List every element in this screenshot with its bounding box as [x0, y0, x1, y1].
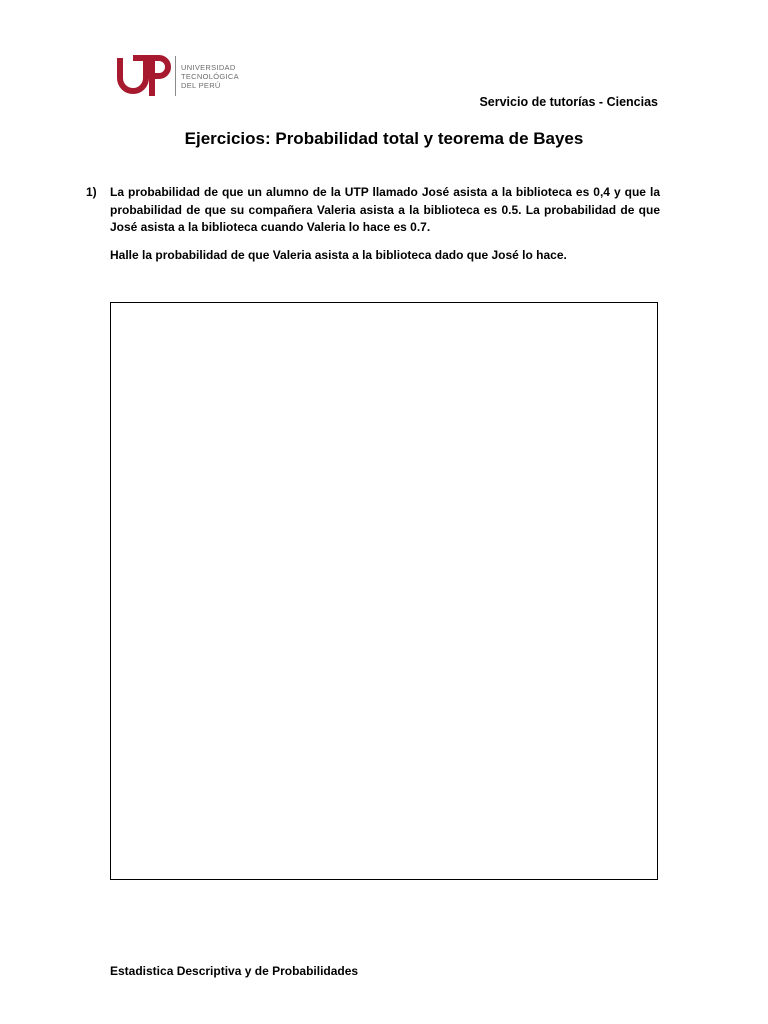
- utp-logo-icon: [117, 54, 171, 98]
- answer-box: [110, 302, 658, 880]
- utp-logo: [117, 54, 239, 98]
- university-name-line-2: TECNOLÓGICA: [181, 71, 239, 81]
- university-name-line-3: DEL PERÚ: [181, 80, 221, 90]
- university-name: [181, 63, 239, 90]
- university-name-line-1: UNIVERSIDAD: [181, 62, 236, 72]
- logo-divider: [175, 56, 176, 96]
- footer-course: Estadistica Descriptiva y de Probabilidades: [110, 964, 359, 978]
- exercise-1: [86, 184, 660, 264]
- service-header: Servicio de tutorías - Ciencias: [479, 95, 658, 109]
- page-title: Ejercicios: Probabilidad total y teorema de Bayes: [184, 129, 584, 148]
- exercise-statement: La probabilidad de que un alumno de la UTP llamado José asista a la biblioteca es 0,4 y que la probabilidad de que su compañera Valeria asista a la biblioteca es 0.5. La probabilidad de que José asista a la biblioteca cuando Valeria lo hace es 0.7.: [110, 185, 660, 234]
- exercise-number: 1): [86, 185, 97, 199]
- exercise-question: Halle la probabilidad de que Valeria asista a la biblioteca dado que José lo hace.: [110, 247, 567, 262]
